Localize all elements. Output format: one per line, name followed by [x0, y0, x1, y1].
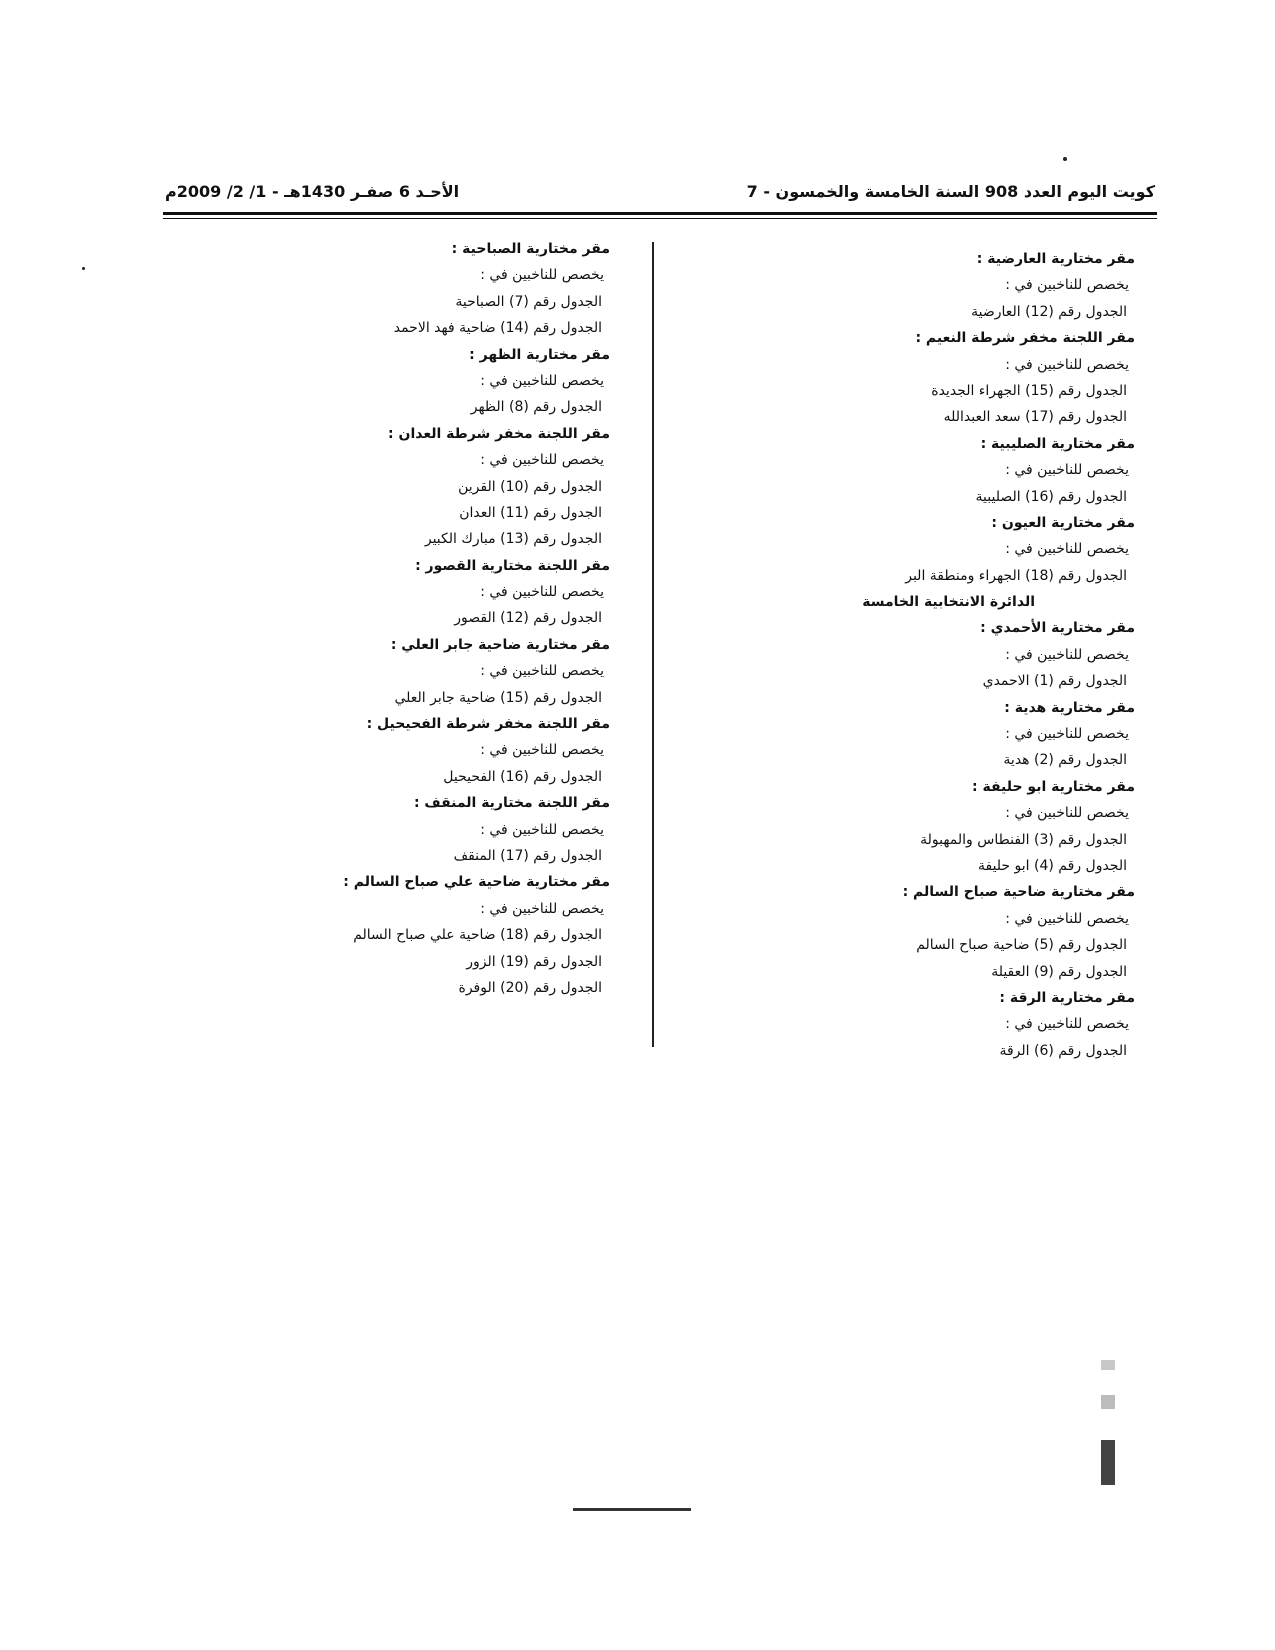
table-entry: الجدول رقم (17) سعد العبدالله	[943, 409, 1127, 426]
table-entry: الجدول رقم (19) الزور	[466, 953, 602, 970]
table-entry: الجدول رقم (15) ضاحية جابر العلي	[394, 689, 602, 706]
committee-heading: مقر اللجنة مختارية القصور :	[415, 557, 610, 574]
voters-subheading: يخصص للناخبين في :	[480, 742, 604, 759]
voters-subheading: يخصص للناخبين في :	[480, 900, 604, 917]
header-rule	[163, 212, 1157, 215]
table-entry: الجدول رقم (8) الظهر	[470, 399, 602, 416]
table-entry: الجدول رقم (16) الفحيحيل	[443, 768, 602, 785]
voters-subheading: يخصص للناخبين في :	[480, 452, 604, 469]
committee-heading: مقر مختارية الأحمدي :	[980, 620, 1135, 637]
table-entry: الجدول رقم (18) ضاحية علي صباح السالم	[353, 927, 602, 944]
voters-subheading: يخصص للناخبين في :	[480, 267, 604, 284]
table-entry: الجدول رقم (3) الفنطاس والمهبولة	[920, 831, 1127, 848]
committee-heading: مقر مختارية الظهر :	[469, 346, 610, 363]
committee-heading: مقر مختارية هدية :	[1004, 699, 1135, 716]
voters-subheading: يخصص للناخبين في :	[1005, 726, 1129, 743]
right-column	[775, 246, 1135, 1064]
left-column	[230, 236, 610, 1001]
table-entry: الجدول رقم (9) العقيلة	[991, 963, 1127, 980]
scan-noise	[1101, 1395, 1115, 1409]
committee-heading: مقر اللجنة مخفر شرطة العدان :	[388, 425, 610, 442]
table-entry: الجدول رقم (5) ضاحية صباح السالم	[916, 937, 1127, 954]
committee-heading: مقر مختارية العارضية :	[976, 251, 1135, 267]
voters-subheading: يخصص للناخبين في :	[1005, 277, 1129, 294]
committee-heading: مقر مختارية ابو حليفة :	[971, 778, 1135, 795]
committee-heading: مقر اللجنة مخفر شرطة النعيم :	[915, 330, 1135, 347]
table-entry: الجدول رقم (17) المنقف	[453, 847, 602, 864]
bottom-scan-mark	[573, 1508, 691, 1511]
table-entry: الجدول رقم (15) الجهراء الجديدة	[931, 382, 1127, 399]
table-entry: الجدول رقم (18) الجهراء ومنطقة البر	[905, 567, 1127, 584]
table-entry: الجدول رقم (20) الوفرة	[458, 979, 602, 996]
table-entry: الجدول رقم (12) القصور	[454, 610, 602, 627]
table-entry: الجدول رقم (7) الصباحية	[455, 293, 602, 310]
voters-subheading: يخصص للناخبين في :	[480, 663, 604, 680]
header-rule-thin	[163, 218, 1157, 219]
scan-speck	[1063, 157, 1067, 161]
scan-speck	[82, 267, 85, 270]
committee-heading: مقر مختارية الصليبية :	[980, 435, 1135, 452]
table-entry: الجدول رقم (1) الاحمدي	[982, 673, 1127, 690]
table-entry: الجدول رقم (13) مبارك الكبير	[424, 531, 602, 548]
table-entry: الجدول رقم (16) الصليبية	[975, 488, 1127, 505]
committee-heading: مقر مختارية الصباحية :	[451, 241, 610, 257]
committee-heading: مقر مختارية العيون :	[991, 514, 1135, 531]
issue-date: الأحـد 6 صفـر 1430هـ - 1/ 2/ 2009م	[165, 182, 460, 201]
committee-heading: مقر مختارية ضاحية علي صباح السالم :	[343, 874, 610, 891]
column-divider	[652, 242, 654, 1047]
voters-subheading: يخصص للناخبين في :	[1005, 646, 1129, 663]
voters-subheading: يخصص للناخبين في :	[480, 821, 604, 838]
voters-subheading: يخصص للناخبين في :	[1005, 1016, 1129, 1033]
table-entry: الجدول رقم (12) العارضية	[971, 303, 1127, 320]
table-entry: الجدول رقم (11) العدان	[459, 504, 602, 521]
voters-subheading: يخصص للناخبين في :	[1005, 462, 1129, 479]
committee-heading: مقر مختارية ضاحية جابر العلي :	[390, 636, 610, 653]
voters-subheading: يخصص للناخبين في :	[1005, 910, 1129, 927]
voters-subheading: يخصص للناخبين في :	[480, 584, 604, 601]
committee-heading: مقر اللجنة مختارية المنقف :	[413, 795, 610, 812]
voters-subheading: يخصص للناخبين في :	[1005, 356, 1129, 373]
table-entry: الجدول رقم (14) ضاحية فهد الاحمد	[393, 320, 602, 337]
table-entry: الجدول رقم (4) ابو حليفة	[977, 857, 1127, 874]
voters-subheading: يخصص للناخبين في :	[1005, 541, 1129, 558]
voters-subheading: يخصص للناخبين في :	[480, 372, 604, 389]
table-entry: الجدول رقم (2) هدية	[1003, 752, 1127, 769]
scan-noise	[1101, 1440, 1115, 1485]
committee-heading: مقر مختارية الرقة :	[999, 989, 1135, 1006]
committee-heading: مقر اللجنة مخفر شرطة الفحيحيل :	[366, 716, 610, 733]
page-header	[165, 178, 1155, 212]
scan-noise	[1101, 1360, 1115, 1370]
issue-info: كويت اليوم العدد 908 السنة الخامسة والخمسون - 7	[746, 182, 1155, 201]
voters-subheading: يخصص للناخبين في :	[1005, 805, 1129, 822]
district-heading: الدائرة الانتخابية الخامسة	[862, 594, 1035, 611]
committee-heading: مقر مختارية ضاحية صباح السالم :	[902, 884, 1135, 901]
table-entry: الجدول رقم (6) الرقة	[999, 1042, 1127, 1059]
table-entry: الجدول رقم (10) القرين	[458, 478, 602, 495]
